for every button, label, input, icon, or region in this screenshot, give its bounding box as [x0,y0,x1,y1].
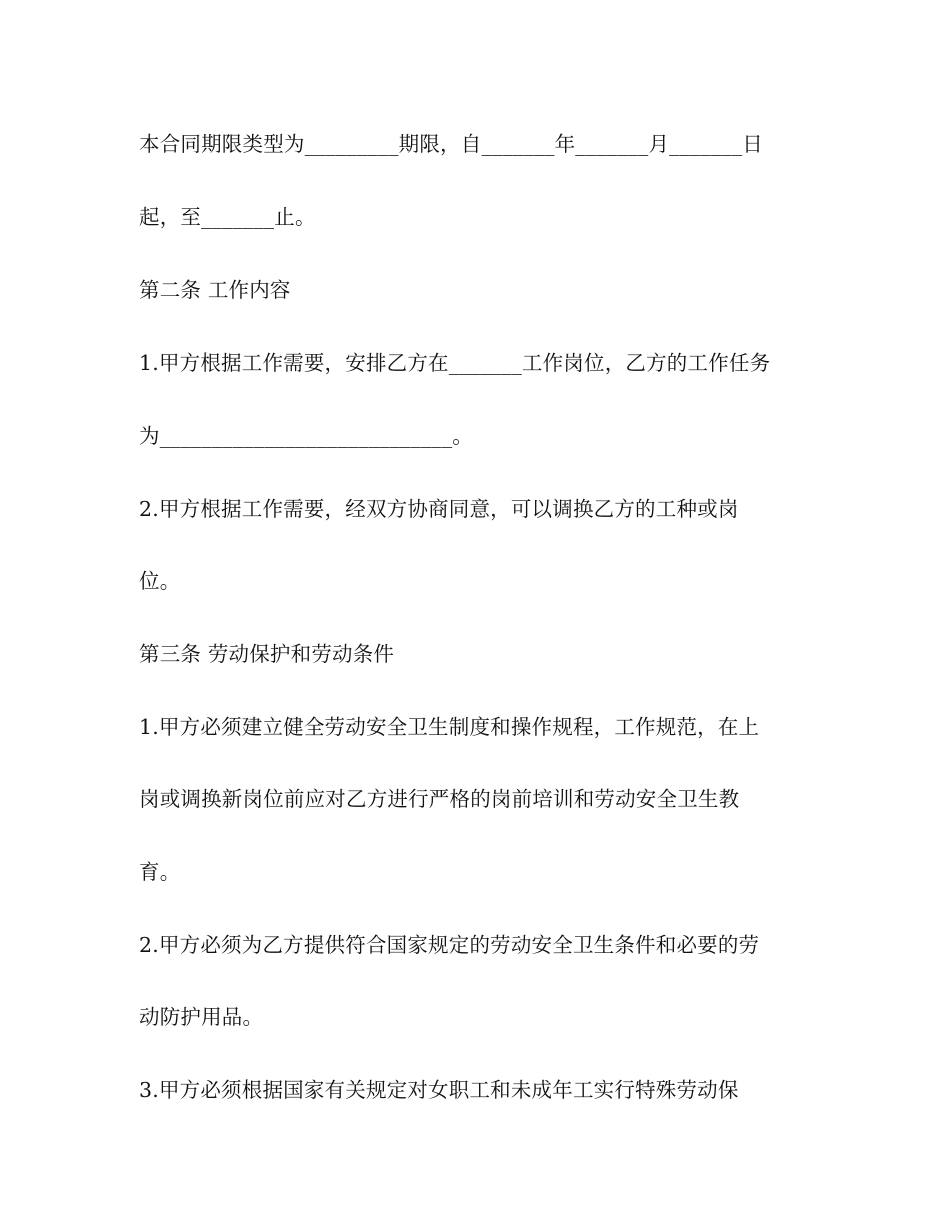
text-line: 育。 [139,860,181,884]
text-line: 1.甲方根据工作需要，安排乙方在_______工作岗位，乙方的工作任务 [139,351,771,375]
text-line: 位。 [139,569,181,593]
text-line: 本合同期限类型为_________期限，自_______年_______月_______日 [139,132,763,156]
text-line: 3.甲方必须根据国家有关规定对女职工和未成年工实行特殊劳动保 [139,1078,739,1102]
text-line: 起，至_______止。 [139,205,316,229]
section-heading: 第二条 工作内容 [139,278,291,302]
text-line: 2.甲方根据工作需要，经双方协商同意，可以调换乙方的工种或岗 [139,497,739,521]
text-line: 2.甲方必须为乙方提供符合国家规定的劳动安全卫生条件和必要的劳 [139,933,760,957]
text-line: 岗或调换新岗位前应对乙方进行严格的岗前培训和劳动安全卫生教 [139,787,740,811]
text-line: 动防护用品。 [139,1005,264,1029]
section-heading: 第三条 劳动保护和劳动条件 [139,642,395,666]
text-line: 1.甲方必须建立健全劳动安全卫生制度和操作规程，工作规范，在上 [139,715,760,739]
text-line: 为____________________________。 [139,424,473,448]
